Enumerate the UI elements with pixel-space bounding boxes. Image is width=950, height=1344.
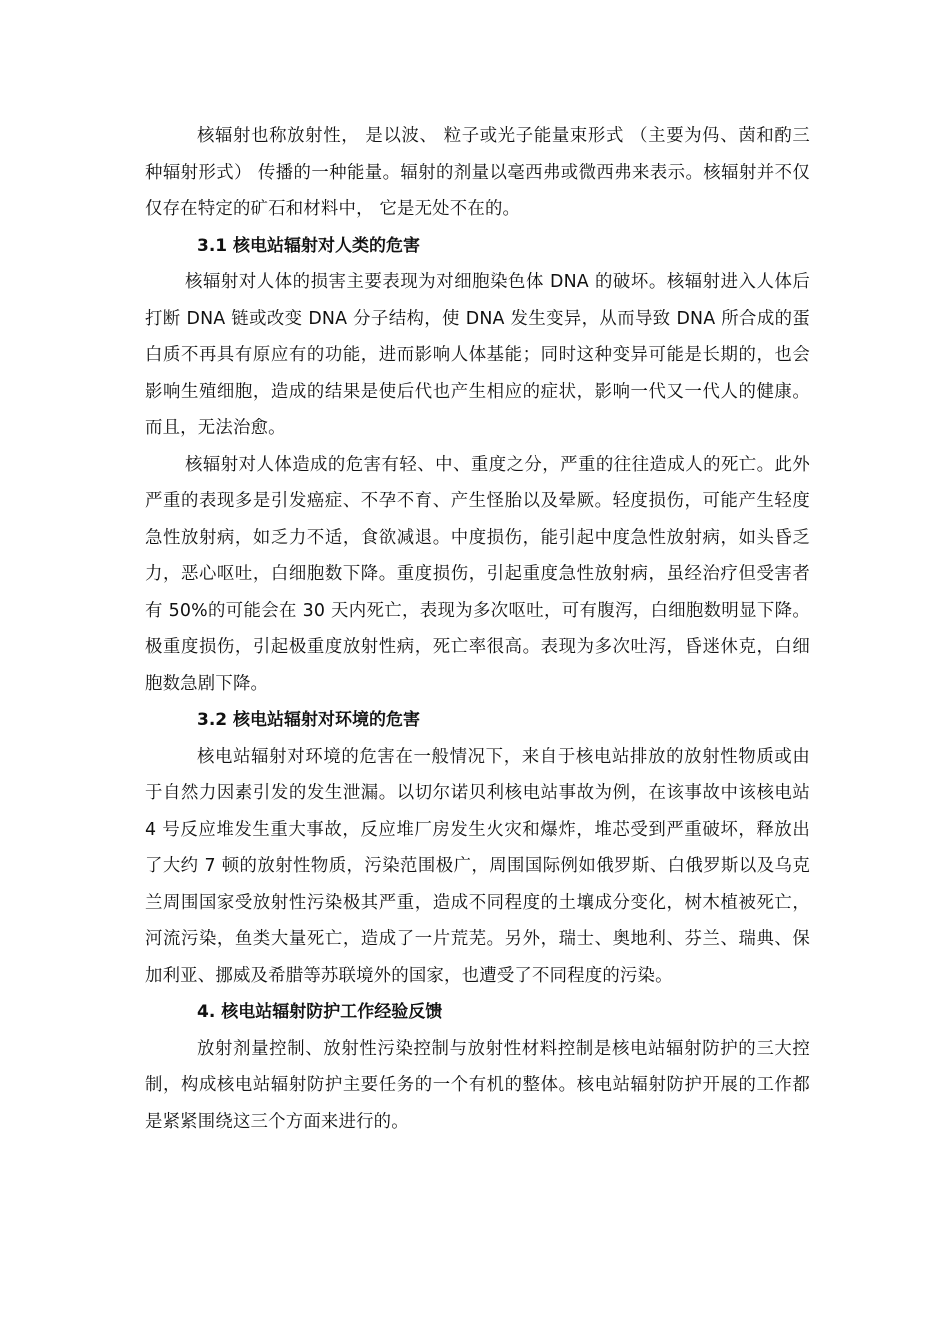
- section-3-2-paragraph-1: 核电站辐射对环境的危害在一般情况下，来自于核电站排放的放射性物质或由于自然力因素引发的发生泄漏。以切尔诺贝利核电站事故为例，在该事故中该核电站 4 号反应堆发生重大事故，反应堆厂房发生火灾和爆炸，堆芯受到严重破坏，释放出了大约 7 顿的放射性物质，污染范围极广，周围国际例如俄罗斯、白俄罗斯以及乌克兰周围国家受放射性污染极其严重，造成不同程度的土壤成分变化，树木植被死亡，河流污染，鱼类大量死亡，造成了一片荒芜。另外，瑞士、奥地利、芬兰、瑞典、保加利亚、挪威及希腊等苏联境外的国家，也遭受了不同程度的污染。: [145, 746, 810, 986]
- section-heading-3-2: 3.2 核电站辐射对环境的危害: [197, 710, 421, 730]
- section-3-1-paragraph-2: 核辐射对人体造成的危害有轻、中、重度之分，严重的往往造成人的死亡。此外严重的表现多是引发癌症、不孕不育、产生怪胎以及晕厥。轻度损伤，可能产生轻度急性放射病，如乏力不适，食欲减退。中度损伤，能引起中度急性放射病，如头昏乏力，恶心呕吐，白细胞数下降。重度损伤，引起重度急性放射病，虽经治疗但受害者有 50%的可能会在 30 天内死亡，表现为多次呕吐，可有腹泻，白细胞数明显下降。极重度损伤，引起极重度放射性病，死亡率很高。表现为多次吐泻，昏迷休克，白细胞数急剧下降。: [145, 454, 810, 694]
- intro-paragraph: 核辐射也称放射性， 是以波、 粒子或光子能量束形式 （主要为㐷、茵和酌三种辐射形式） 传播的一种能量。辐射的剂量以毫西弗或微西弗来表示。核辐射并不仅仅存在特定的矿石和材料中， 它是无处不在的。: [145, 126, 810, 219]
- section-heading-4: 4. 核电站辐射防护工作经验反馈: [197, 1002, 443, 1022]
- section-3-1-paragraph-1: 核辐射对人体的损害主要表现为对细胞染色体 DNA 的破坏。核辐射进入人体后打断 DNA 链或改变 DNA 分子结构，使 DNA 发生变异，从而导致 DNA 所合成的蛋白质不再具有原应有的功能，进而影响人体基能；同时这种变异可能是长期的，也会影响生殖细胞，造成的结果是使后代也产生相应的症状，影响一代又一代人的健康。而且，无法治愈。: [145, 272, 810, 438]
- section-4-paragraph-1: 放射剂量控制、放射性污染控制与放射性材料控制是核电站辐射防护的三大控制，构成核电站辐射防护主要任务的一个有机的整体。核电站辐射防护开展的工作都是紧紧围绕这三个方面来进行的。: [145, 1038, 810, 1132]
- document-body: [145, 118, 810, 1140]
- section-heading-3-1: 3.1 核电站辐射对人类的危害: [197, 235, 421, 256]
